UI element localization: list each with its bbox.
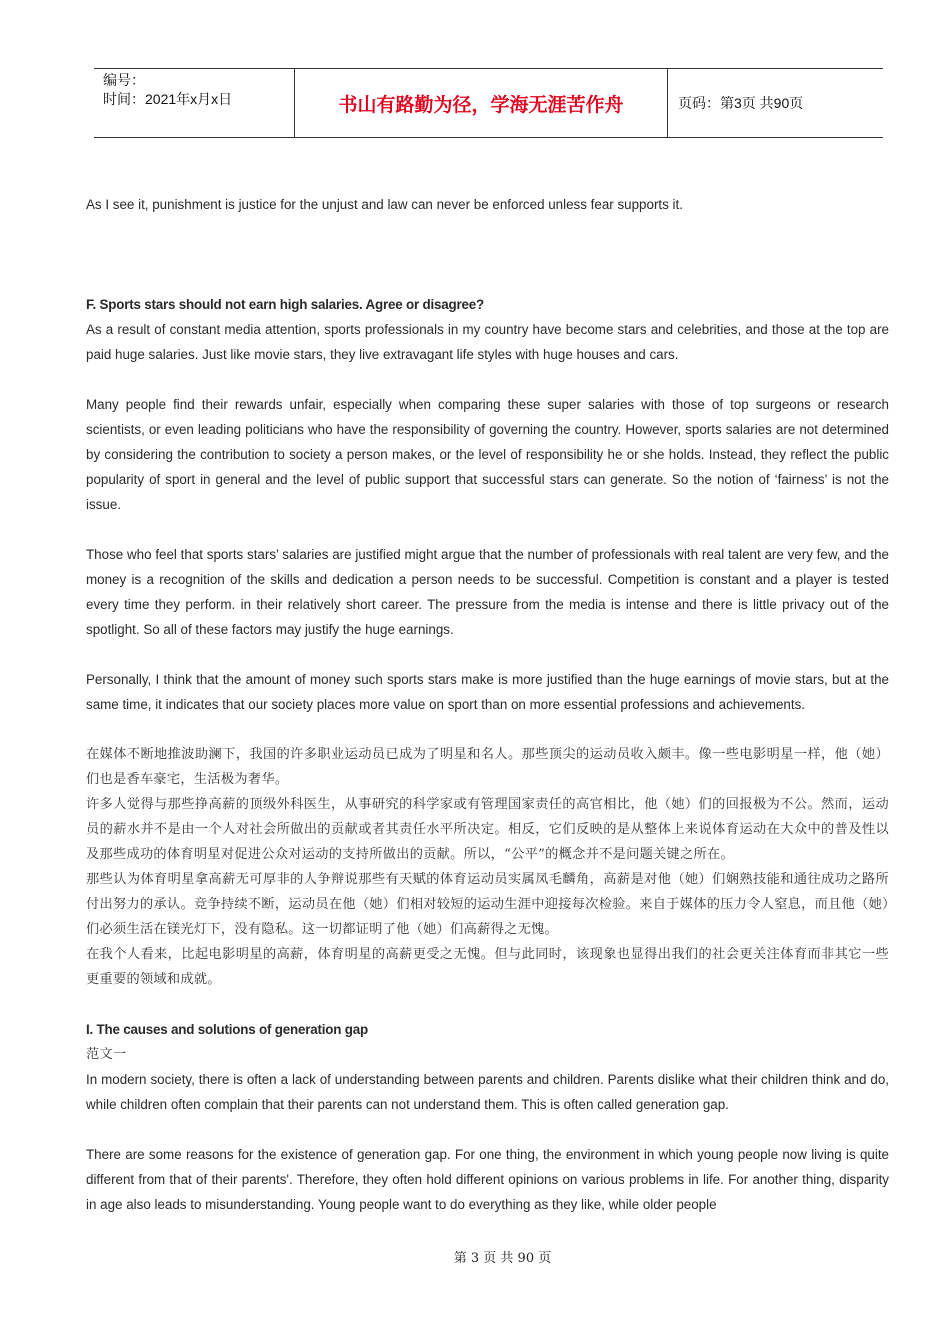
- document-body: [86, 192, 889, 1217]
- header-page-info: 页码：第3页 共90页: [678, 95, 804, 111]
- section-f-paragraph-3: Those who feel that sports stars’ salaries are justified might argue that the number of professionals with real talent are very few, and the money is a recognition of the skills and dedication a person needs to be successful. Competition is constant and a player is tested every time they perform. in their relatively short career. The pressure from the media is intense and there is little privacy out of the spotlight. So all of these factors may justify the huge earnings.: [86, 547, 889, 637]
- section-i-heading: I. The causes and solutions of generation gap: [86, 1022, 368, 1037]
- section-i-paragraph-1: In modern society, there is often a lack of understanding between parents and children. Parents dislike what their children think and do, while children often complain that their parents can not understand them. This is often called generation gap.: [86, 1072, 889, 1112]
- section-f-paragraph-2: Many people find their rewards unfair, especially when comparing these super salaries with those of top surgeons or research scientists, or even leading politicians who have the responsibility of governing the country. However, sports salaries are not determined by considering the contribution to society a person makes, or the level of responsibility he or she holds. Instead, they reflect the public popularity of sport in general and the level of public support that successful stars can generate. So the notion of ‘fairness’ is not the issue.: [86, 397, 889, 512]
- section-f-chinese-paragraph-3: 那些认为体育明星拿高薪无可厚非的人争辩说那些有天赋的体育运动员实属凤毛麟角，高薪是对他（她）们娴熟技能和通往成功之路所付出努力的承认。竞争持续不断，运动员在他（她）们相对较短的运动生涯中迎接每次检验。来自于媒体的压力令人窒息，而且他（她）们必须生活在镁光灯下，没有隐私。这一切都证明了他（她）们高薪得之无愧。: [86, 872, 889, 937]
- section-f-chinese-paragraph-2: 许多人觉得与那些挣高薪的顶级外科医生，从事研究的科学家或有管理国家责任的高官相比，他（她）们的回报极为不公。然而，运动员的薪水并不是由一个人对社会所做出的贡献或者其责任水平所决定。相反，它们反映的是从整体上来说体育运动在大众中的普及性以及那些成功的体育明星对促进公众对运动的支持所做出的贡献。所以，“公平”的概念并不是问题关键之所在。: [86, 797, 889, 862]
- section-f-chinese-paragraph-4: 在我个人看来，比起电影明星的高薪，体育明星的高薪更受之无愧。但与此同时，该现象也显得出我们的社会更关注体育而非其它一些更重要的领域和成就。: [86, 947, 889, 987]
- header-meta: [94, 69, 295, 137]
- document-time-label: 时间：2021年x月x日: [103, 91, 233, 107]
- section-i-paragraph-2: There are some reasons for the existence of generation gap. For one thing, the environment in which young people now living is quite different from that of their parents'. Therefore, they often hold different opinions on various problems in life. For another thing, disparity in age also leads to misunderstanding. Young people want to do everything as they like, while older people: [86, 1147, 889, 1212]
- section-f-chinese-paragraph-1: 在媒体不断地推波助澜下，我国的许多职业运动员已成为了明星和名人。那些顶尖的运动员收入颇丰。像一些电影明星一样，他（她）们也是香车豪宅，生活极为奢华。: [86, 747, 889, 787]
- section-f-heading: F. Sports stars should not earn high salaries. Agree or disagree?: [86, 297, 485, 312]
- section-f-paragraph-1: As a result of constant media attention, sports professionals in my country have become stars and celebrities, and those at the top are paid huge salaries. Just like movie stars, they live extravagant life styles with huge houses and cars.: [86, 322, 889, 362]
- intro-paragraph: As I see it, punishment is justice for the unjust and law can never be enforced unless fear supports it.: [86, 197, 683, 212]
- header-motto: 书山有路勤为径，学海无涯苦作舟: [295, 69, 668, 137]
- section-f-paragraph-4: Personally, I think that the amount of money such sports stars make is more justified than the huge earnings of movie stars, but at the same time, it indicates that our society places more value on sport than on more essential professions and achievements.: [86, 672, 889, 712]
- sample-essay-label: 范文一: [86, 1047, 127, 1062]
- page-header: [94, 68, 883, 138]
- page-footer: 第 3 页 共 90 页: [453, 1251, 552, 1266]
- document-number-label: 编号：: [103, 72, 145, 88]
